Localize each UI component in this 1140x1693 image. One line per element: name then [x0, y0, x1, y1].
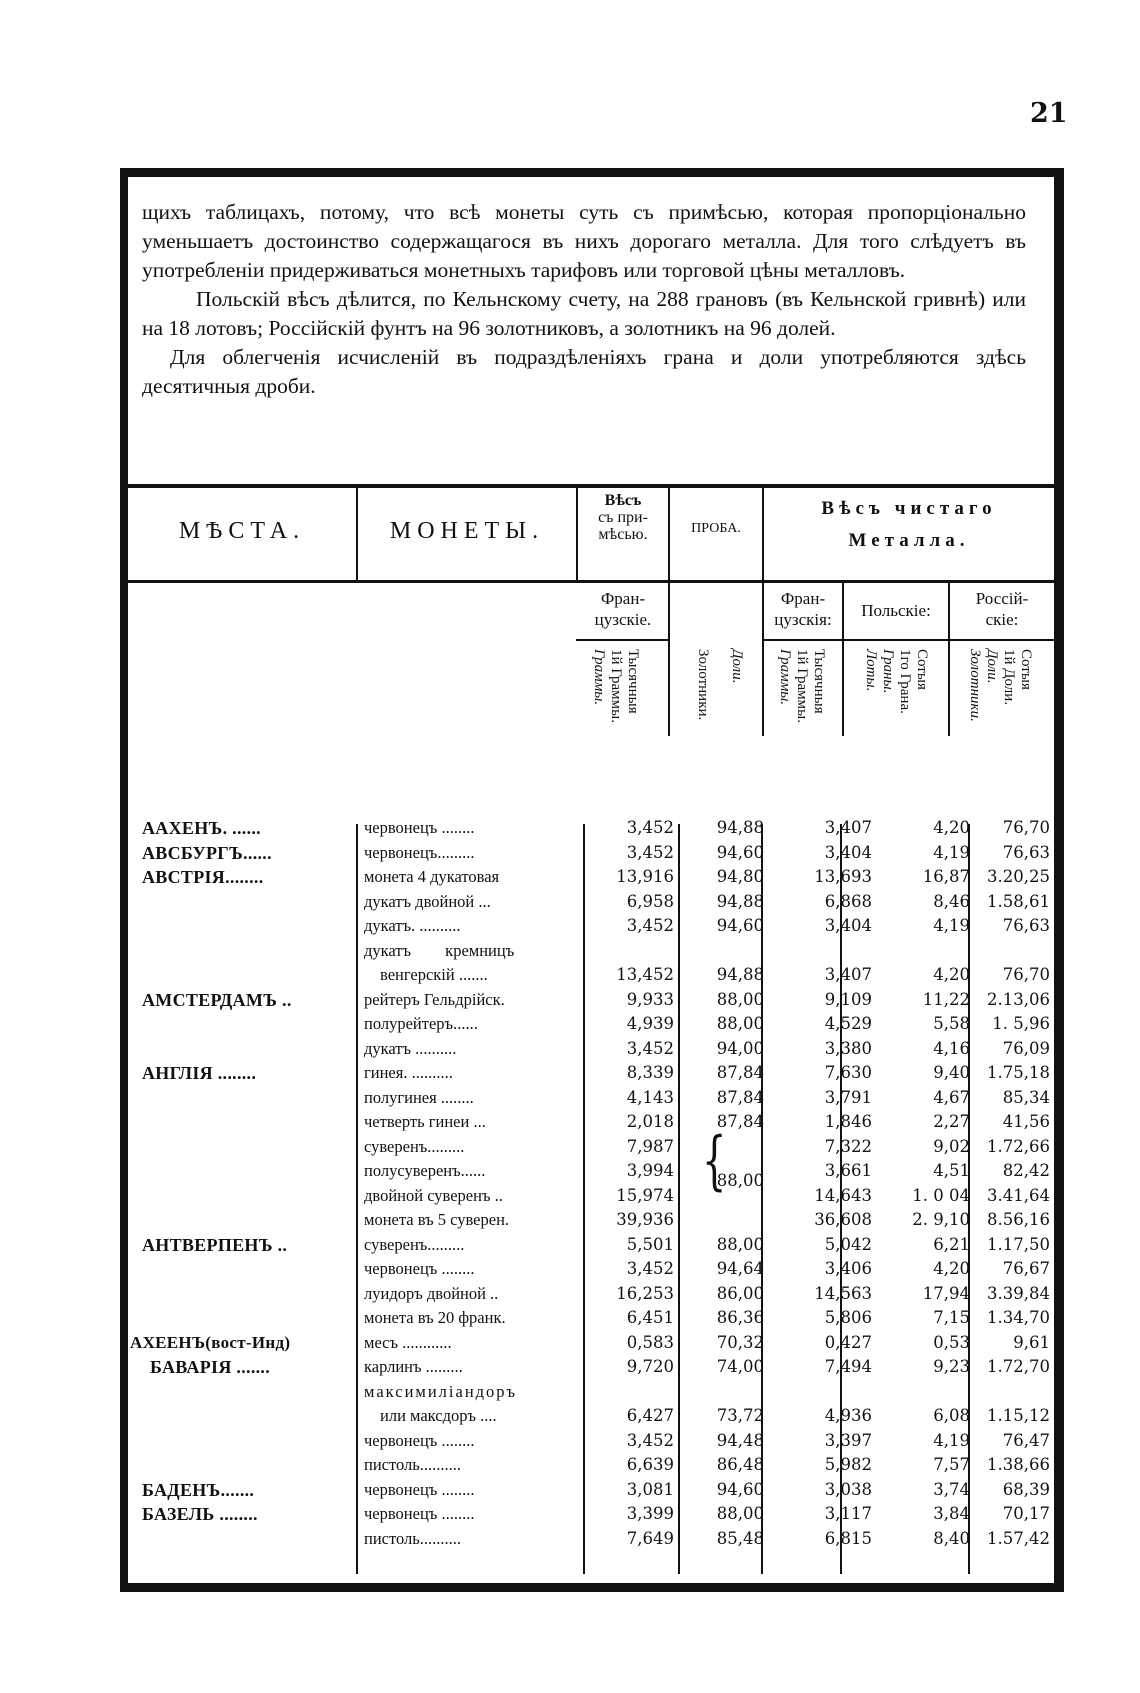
- header-russian: Россій- скіе:: [975, 589, 1029, 629]
- table-row: дукатъ кремницъ: [364, 940, 515, 960]
- header-rule: [128, 580, 1054, 583]
- table-row: БАДЕНЪ....... червонецъ ........ 3,081 94,60 3,038 3,74 68,39: [142, 1479, 1050, 1500]
- table-row: или максдоръ .... 6,427 73,72 4,936 6,08 1.15,12: [380, 1406, 1050, 1425]
- table-row: венгерскій ....... 13,452 94,88 3,407 4,20 76,70: [380, 965, 1050, 984]
- header-places: МѢСТА.: [178, 518, 306, 544]
- subheader-polish: Сотыя 1го Грана. Граны. Лоты.: [863, 649, 930, 714]
- header-french-1: Фран- цузскіе.: [594, 589, 652, 629]
- table-row: АВСБУРГЪ...... червонецъ......... 3,452 94,60 3,404 4,19 76,63: [142, 842, 1050, 863]
- table-row: четверть гинеи ... 2,018 87,84 1,846 2,27 41,56: [364, 1112, 1050, 1131]
- subheader-rule: [762, 639, 1054, 641]
- table-row: БАЗЕЛЬ ........ червонецъ ........ 3,399 88,00 3,117 3,84 70,17: [142, 1504, 1050, 1524]
- header-french-2: Фран- цузскія:: [774, 589, 832, 629]
- table-row: АМСТЕРДАМЪ .. рейтеръ Гельдрійск. 9,933 88,00 9,109 11,22 2.13,06: [142, 989, 1050, 1010]
- intro-paragraph-1: щихъ таблицахъ, потому, что всѣ монеты суть съ примѣсью, которая пропорціонально уменьшаетъ достоинство содержащагося въ нихъ дорогаго металла. Для того слѣдуетъ въ употребленіи придерживаться монетныхъ тарифовъ или торговой цѣны металловъ.: [142, 200, 1026, 282]
- subheader-french-1: Тысячныя 1й Граммы. Граммы.: [591, 649, 641, 723]
- table-row: полугинея ........ 4,143 87,84 3,791 4,67 85,34: [364, 1087, 1050, 1107]
- subheader-rule: [576, 639, 668, 641]
- table-row: дукатъ двойной ... 6,958 94,88 6,868 8,46 1.58,61: [364, 891, 1050, 911]
- table-row: полурейтеръ...... 4,939 88,00 4,529 5,58 1. 5,96: [364, 1014, 1050, 1033]
- table-row: суверенъ......... 7,987 7,322 9,02 1.72,66 {: [364, 1123, 1050, 1198]
- table-row: дукатъ. .......... 3,452 94,60 3,404 4,19 76,63: [364, 916, 1050, 935]
- header-pure-metal: Вѣсъ чистаго Металла.: [821, 498, 997, 551]
- header-coins: МОНЕТЫ.: [389, 518, 545, 544]
- table-row: максимиліандоръ: [364, 1381, 518, 1401]
- table-top-rule: [128, 484, 1054, 488]
- subheader-french-2: Тысячныя 1й Граммы. Граммы.: [777, 649, 827, 723]
- table-row: АВСТРІЯ........ монета 4 дукатовая 13,916 94,80 13,693 16,87 3.20,25: [142, 867, 1050, 887]
- intro-paragraph-3: Для облегченія исчисленій въ подраздѣленіяхъ грана и доли употребляются здѣсь десятичныя дроби.: [142, 345, 1026, 398]
- header-proba: ПРОБА.: [691, 521, 741, 536]
- table-row: АНТВЕРПЕНЪ .. суверенъ......... 5,501 88,00 5,042 6,21 1.17,50: [142, 1234, 1050, 1255]
- table-row: монета въ 5 суверен. 39,936 36,608 2. 9,10 8.56,16: [364, 1210, 1050, 1229]
- brace-icon: {: [702, 1123, 727, 1198]
- table-row: дукатъ .......... 3,452 94,00 3,380 4,16 76,09: [364, 1038, 1050, 1058]
- table-body: [128, 816, 1054, 1551]
- table-row: БАВАРІЯ ....... карлинъ ......... 9,720 74,00 7,494 9,23 1.72,70: [150, 1357, 1050, 1377]
- header-polish: Польскіе:: [861, 601, 931, 620]
- table-row: пистоль.......... 7,649 85,48 6,815 8,40 1.57,42: [364, 1528, 1050, 1548]
- table-row: полусуверенъ...... 3,994 88,00 3,661 4,51 82,42: [364, 1161, 1050, 1190]
- page-number: 21: [1030, 98, 1068, 129]
- table-row: двойной суверенъ .. 15,974 14,643 1. 0 04 3.41,64: [364, 1185, 1050, 1205]
- table-row: червонецъ ........ 3,452 94,64 3,406 4,20 76,67: [364, 1259, 1050, 1278]
- table-row: АХЕЕНЪ(вост-Инд) месъ ............ 0,583 70,32 0,427 0,53 9,61: [130, 1332, 1050, 1352]
- table-row: АНГЛІЯ ........ гинея. .......... 8,339 87,84 7,630 9,40 1.75,18: [142, 1063, 1050, 1083]
- table-row: червонецъ ........ 3,452 94,48 3,397 4,19 76,47: [364, 1430, 1050, 1450]
- intro-paragraph-2: Польскій вѣсъ дѣлится, по Кельнскому счету, на 288 грановъ (въ Кельнской гривнѣ) или на 18 лотовъ; Россійскій фунтъ на 96 золотниковъ, а золотникъ на 96 долей.: [142, 287, 1026, 340]
- table-row: монета въ 20 франк. 6,451 86,36 5,806 7,15 1.34,70: [364, 1308, 1050, 1327]
- table-row: пистоль.......... 6,639 86,48 5,982 7,57 1.38,66: [364, 1455, 1050, 1474]
- intro-text: [142, 198, 1026, 401]
- table-row: луидоръ двойной .. 16,253 86,00 14,563 17,94 3.39,84: [364, 1283, 1050, 1303]
- subheader-russian: Сотыя 1й Доли. Доли. Золотники.: [967, 649, 1034, 722]
- table-row: ААХЕНЪ. ...... червонецъ ........ 3,452 94,88 3,407 4,20 76,70: [142, 818, 1050, 838]
- header-weight-alloy: Вѣсъ съ при- мѣсью.: [598, 492, 648, 543]
- subheader-proba: Доли. Золотники.: [695, 649, 745, 721]
